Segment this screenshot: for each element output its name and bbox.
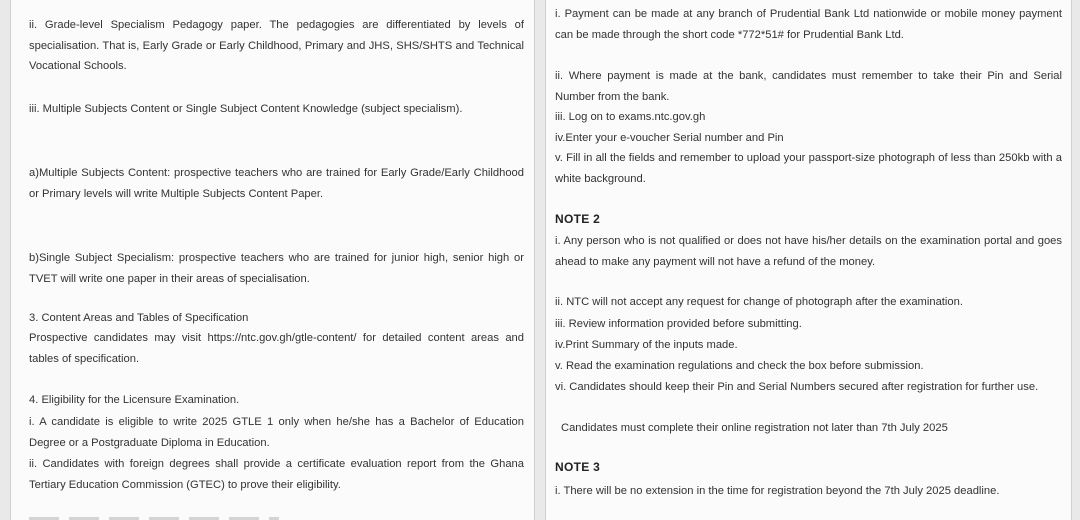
payment-item-v: v. Fill in all the fields and remember to upload your passport-size photograph of less than 250kb with a white background. (555, 152, 1062, 185)
note-2-item-ii: ii. NTC will not accept any request for change of photograph after the examination. (555, 296, 963, 308)
payment-item-iv: iv.Enter your e-voucher Serial number and Pin (555, 132, 784, 144)
note-2-item-i: i. Any person who is not qualified or does not have his/her details on the examination portal and goes ahead to make any payment will not have a refund of the money. (555, 235, 1062, 268)
right-page-column (545, 0, 1072, 520)
note-2-heading: NOTE 2 (555, 212, 601, 226)
eligibility-item-i: i. A candidate is eligible to write 2025 GTLE 1 only when he/she has a Bachelor of Education Degree or a Postgraduate Diploma in Education. (29, 416, 524, 449)
multiple-subjects-paragraph: a)Multiple Subjects Content: prospective teachers who are trained for Early Grade/Early Childhood or Primary levels will write Multiple Subjects Content Paper. (29, 167, 524, 200)
content-areas-heading: 3. Content Areas and Tables of Specification (29, 312, 249, 324)
subject-content-paragraph: iii. Multiple Subjects Content or Single Subject Content Knowledge (subject specialism). (29, 103, 463, 115)
payment-item-ii: ii. Where payment is made at the bank, candidates must remember to take their Pin and Serial Number from the bank. (555, 70, 1062, 103)
eligibility-heading: 4. Eligibility for the Licensure Examination. (29, 394, 240, 406)
pedagogy-paragraph: ii. Grade-level Specialism Pedagogy paper. The pedagogies are differentiated by levels of specialisation. That is, Early Grade or Early Childhood, Primary and JHS, SHS/SHTS and Technical Vocational Schools. (29, 19, 524, 72)
content-areas-paragraph: Prospective candidates may visit https://ntc.gov.gh/gtle-content/ for detailed content areas and tables of specification. (29, 332, 524, 365)
single-subject-paragraph: b)Single Subject Specialism: prospective teachers who are trained for junior high, senior high or TVET will write one paper in their areas of specialisation. (29, 252, 524, 285)
payment-item-i: i. Payment can be made at any branch of Prudential Bank Ltd nationwide or mobile money payment can be made through the short code *772*51# for Prudential Bank Ltd. (555, 8, 1062, 41)
note-3-heading: NOTE 3 (555, 460, 601, 474)
note-2-item-iv: iv.Print Summary of the inputs made. (555, 339, 738, 351)
note-2-item-v: v. Read the examination regulations and check the box before submission. (555, 360, 924, 372)
note-3-item-i: i. There will be no extension in the time for registration beyond the 7th July 2025 deadline. (555, 485, 1000, 497)
payment-item-iii: iii. Log on to exams.ntc.gov.gh (555, 111, 706, 123)
note-2-item-vi: vi. Candidates should keep their Pin and Serial Numbers secured after registration for further use. (555, 381, 1039, 393)
note-2-item-iii: iii. Review information provided before submitting. (555, 318, 802, 330)
registration-deadline-text: Candidates must complete their online registration not later than 7th July 2025 (561, 422, 948, 434)
eligibility-item-ii: ii. Candidates with foreign degrees shall provide a certificate evaluation report from the Ghana Tertiary Education Commission (GTEC) to prove their eligibility. (29, 458, 524, 491)
left-page-column (10, 0, 535, 520)
